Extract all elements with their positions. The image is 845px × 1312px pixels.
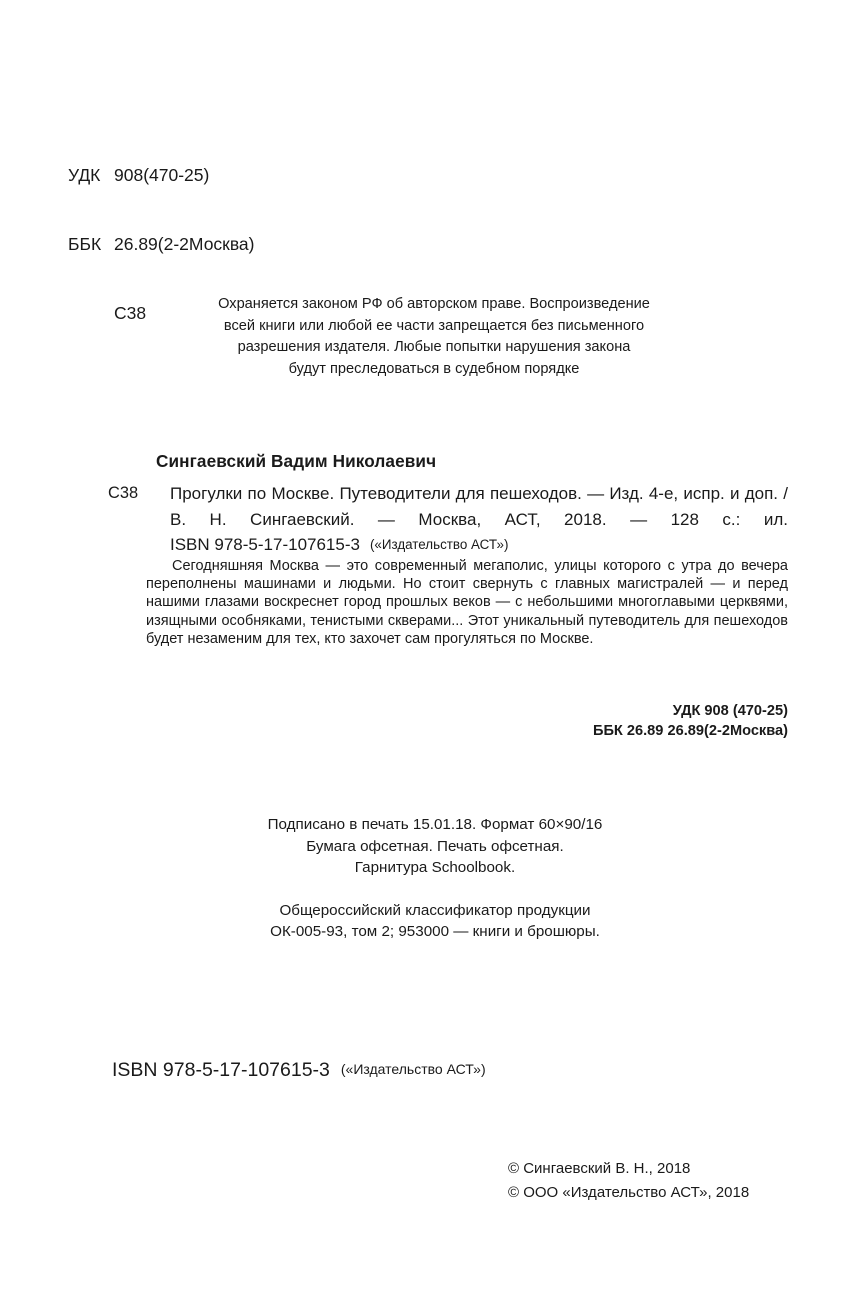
isbn-bottom-publisher-note: («Издательство АСТ») xyxy=(340,1061,486,1077)
udc-label-bbk: ББК xyxy=(68,234,102,254)
udc-row-bbk xyxy=(68,233,255,256)
udc-label-udk: УДК xyxy=(68,165,101,185)
annotation-block xyxy=(146,557,788,648)
udc-value-udk: 908(470-25) xyxy=(114,165,210,185)
udc-value-bbk: 26.89(2-2Москва) xyxy=(114,234,255,254)
copyright-block xyxy=(508,1157,749,1204)
legal-notice-block xyxy=(184,294,684,380)
isbn-bottom-line xyxy=(112,1056,486,1083)
copyright-author-line: © Сингаевский В. Н., 2018 xyxy=(508,1160,691,1177)
udc-value-shelfmark: С38 xyxy=(114,303,147,323)
bibliographic-shelf-mark: С38 xyxy=(108,484,139,502)
copyright-publisher-line: © ООО «Издательство АСТ», 2018 xyxy=(508,1183,750,1201)
imprint-block xyxy=(185,814,685,943)
imprint-spacer xyxy=(185,879,685,900)
imprint-classifier-line-2: ОК-005-93, том 2; 953000 — книги и брошюры. xyxy=(270,923,600,940)
isbn-inner-publisher-note: («Издательство АСТ») xyxy=(369,537,509,552)
classification-bottom-block xyxy=(400,702,788,741)
classification-bottom-bbk: ББК 26.89 26.89(2-2Москва) xyxy=(592,722,788,739)
udc-row-udk xyxy=(68,164,255,187)
legal-notice-line-1: Охраняется законом РФ об авторском праве. Воспроизведение xyxy=(218,296,650,312)
imprint-paper-line: Бумага офсетная. Печать офсетная. xyxy=(306,837,564,855)
imprint-classifier-line-1: Общероссийский классификатор продукции xyxy=(279,901,591,919)
imprint-typeface-line: Гарнитура Schoolbook. xyxy=(354,859,516,876)
classification-bottom-udk: УДК 908 (470-25) xyxy=(672,703,788,719)
isbn-inner-line xyxy=(170,533,508,557)
bibliographic-description: Прогулки по Москве. Путеводители для пешеходов. — Изд. 4-е, испр. и доп. / В. Н. Сингаевский. — Москва, АСТ, 2018. — 128 с.: ил. xyxy=(170,484,788,529)
isbn-inner-number: ISBN 978-5-17-107615-3 xyxy=(170,535,360,554)
legal-notice-line-2: всей книги или любой ее части запрещается без письменного xyxy=(223,317,645,334)
legal-notice-line-4: будут преследоваться в судебном порядке xyxy=(288,360,580,377)
legal-notice-line-3: разрешения издателя. Любые попытки нарушения закона xyxy=(237,339,631,355)
imprint-print-line: Подписано в печать 15.01.18. Формат 60×90/16 xyxy=(267,816,603,833)
author-name: Сингаевский Вадим Николаевич xyxy=(156,451,437,471)
annotation-text: Сегодняшняя Москва — это современный мегаполис, улицы которого с утра до вечера переполнены машинами и людьми. Но стоит свернуть с главных магистралей — и перед нашими глазами воскреснет город прошлых веков — с небольшими многоглавыми церквями, изящными особняками, тенистыми скверами... Этот уникальный путеводитель для пешеходов будет незаменим для тех, кто захочет сам прогуляться по Москве. xyxy=(146,558,788,647)
isbn-bottom-number: ISBN 978-5-17-107615-3 xyxy=(112,1059,330,1081)
